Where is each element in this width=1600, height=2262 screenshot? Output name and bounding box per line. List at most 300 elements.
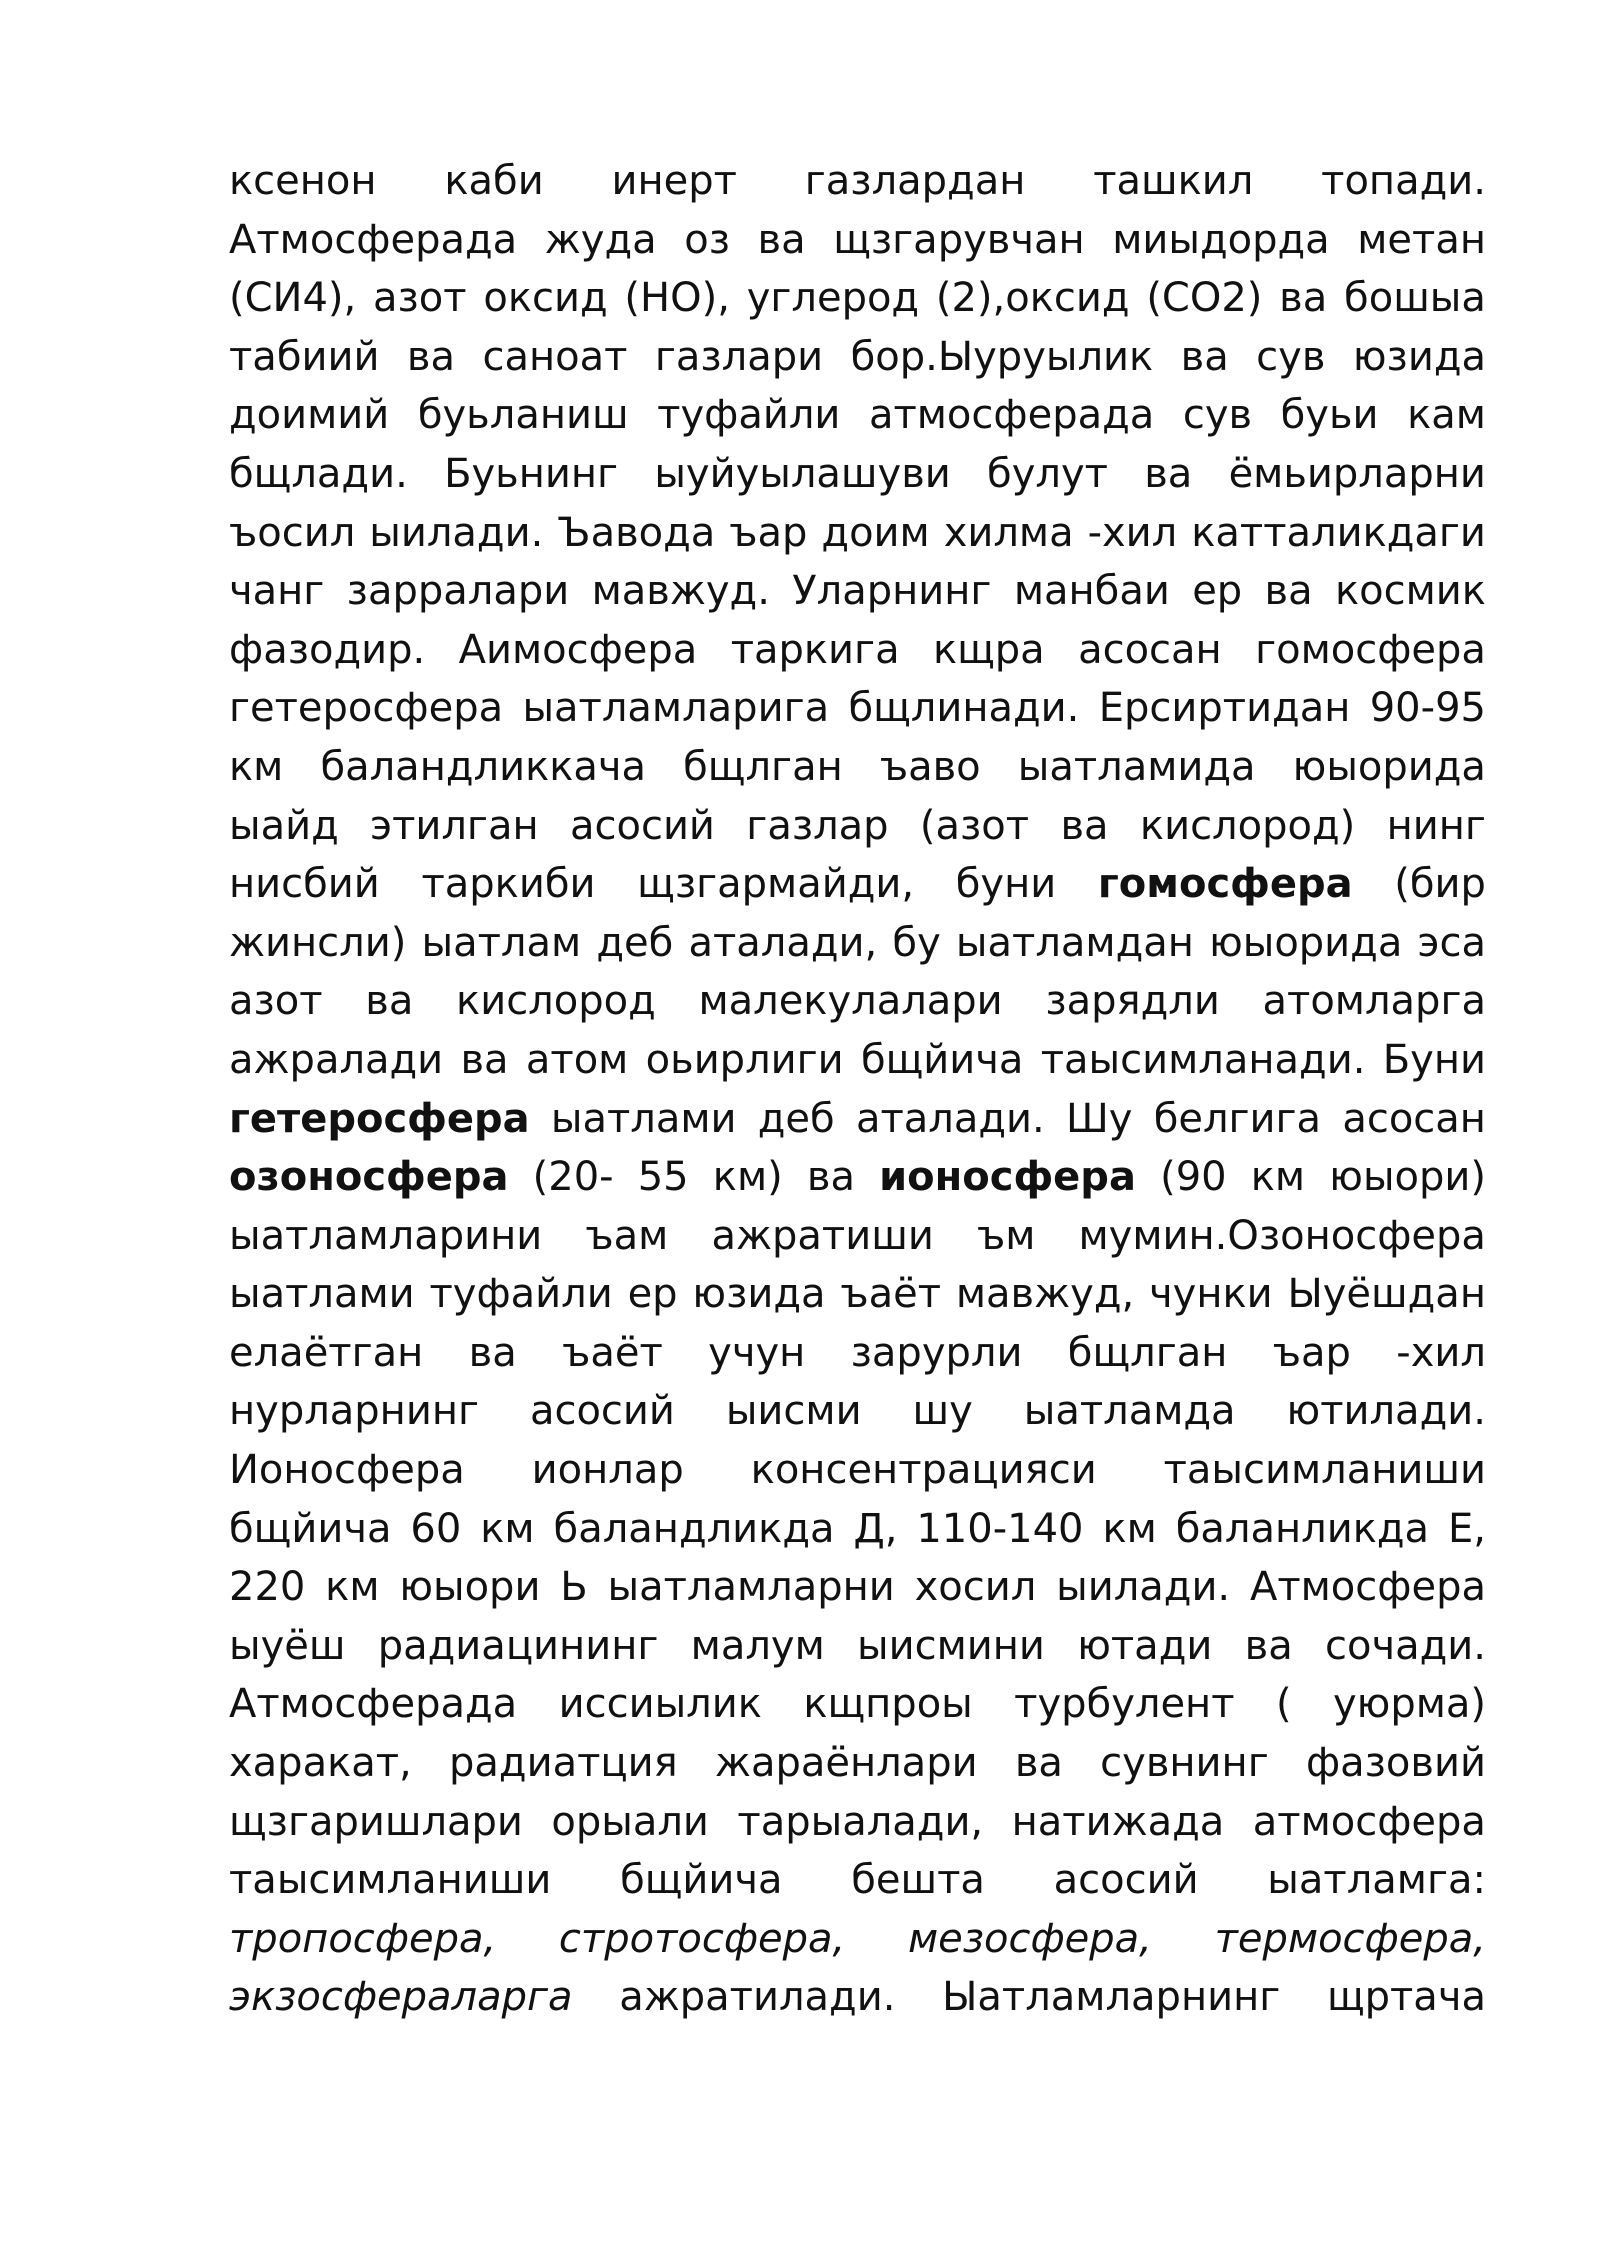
word: [637, 855, 914, 914]
word-part: иссиылик: [558, 1681, 762, 1728]
text-line: [229, 445, 1486, 504]
word: [851, 1851, 985, 1910]
word: [1245, 1617, 1293, 1676]
word-part: экзосфераларга: [229, 1974, 573, 2021]
word-part: атмосфера: [1252, 1798, 1486, 1845]
word: [1154, 1090, 1321, 1149]
word-part: бу: [892, 919, 941, 966]
text-line-layout: [229, 1382, 1486, 1441]
word: [469, 1324, 517, 1383]
word: [624, 269, 730, 328]
word: [1191, 504, 1486, 563]
word-part: Ионосфера: [229, 1447, 465, 1494]
word: [646, 1031, 844, 1090]
word: [1056, 1558, 1230, 1617]
word-part: туфайли: [657, 392, 841, 439]
word: [691, 1617, 825, 1676]
word-part: ва: [806, 1154, 855, 1201]
word-part: ва: [1264, 568, 1313, 615]
text-line-layout: [229, 1265, 1486, 1324]
word: [229, 1382, 479, 1441]
word-part: ва: [1144, 450, 1193, 497]
word-part: газлари: [654, 333, 824, 380]
word-part: ыатламдан: [955, 919, 1194, 966]
word: [557, 504, 715, 563]
word: [1333, 1675, 1486, 1734]
word: [522, 679, 829, 738]
text-line: [229, 738, 1486, 797]
word: [456, 972, 656, 1031]
word: [483, 269, 607, 328]
text-line: [229, 1734, 1486, 1793]
word-part: ва: [1180, 333, 1229, 380]
word-part: Е,: [1447, 1505, 1486, 1552]
word-part: оз: [684, 216, 730, 263]
word: [229, 1207, 542, 1266]
text-line-layout: [229, 1851, 1486, 1910]
word-part: доим: [821, 509, 930, 556]
word: [805, 152, 1026, 211]
word-part: бор.Ыуруылик: [850, 333, 1154, 380]
word-part: белгига: [1153, 1095, 1322, 1142]
word-part: таысимланади.: [1040, 1036, 1366, 1083]
word: [551, 1793, 709, 1852]
text-line: [229, 1324, 1486, 1383]
word-part: ва: [468, 1329, 517, 1376]
word-part: кислород): [1139, 802, 1356, 849]
word: [585, 1207, 668, 1266]
word: [229, 211, 517, 270]
word-part: зарралари: [346, 568, 570, 615]
text-line-layout: [229, 1031, 1486, 1090]
word-part: ъар: [1272, 1329, 1351, 1376]
word: [229, 386, 389, 445]
word-part: асосий: [1053, 1857, 1199, 1904]
word: [731, 621, 900, 680]
word-part: щзгаришлари: [229, 1798, 523, 1845]
word: [619, 1968, 895, 2027]
word: [833, 211, 1084, 270]
word: [933, 621, 1045, 680]
word-part: туфайли: [429, 1271, 613, 1318]
word: [562, 1324, 663, 1383]
word-part: км: [1102, 1505, 1157, 1552]
word: [1077, 1617, 1212, 1676]
word: [1448, 1500, 1486, 1559]
word: [229, 562, 324, 621]
word: [1325, 1617, 1486, 1676]
word: [1256, 328, 1325, 387]
word: [229, 1968, 573, 2027]
word: [559, 1675, 762, 1734]
word-part: Буни: [1382, 1036, 1486, 1083]
word: [1251, 1148, 1305, 1207]
text-line: [229, 1558, 1486, 1617]
text-line: [229, 972, 1486, 1031]
word: [654, 445, 950, 504]
text-line-layout: [229, 328, 1486, 387]
word: [229, 1441, 465, 1500]
word-part: хосил: [914, 1564, 1037, 1611]
word-part: манбаи: [1013, 568, 1170, 615]
word: [713, 1148, 783, 1207]
text-line-layout: [229, 1793, 1486, 1852]
word-part: бщйича: [620, 1857, 783, 1904]
word-part: бщлган: [1067, 1329, 1228, 1376]
word-part: этилган: [370, 802, 539, 849]
word-part: ажралади: [229, 1036, 444, 1083]
word-part: гомосфера: [1097, 861, 1353, 908]
word: [711, 1207, 933, 1266]
word-part: малекулалари: [698, 978, 1003, 1025]
word: [559, 1910, 845, 1969]
word-part: (азот: [919, 802, 1030, 849]
word: [853, 1500, 897, 1559]
word-part: (СО2): [1146, 275, 1263, 322]
word: [851, 1324, 1023, 1383]
text-line: [229, 386, 1486, 445]
word-part: топади.: [1321, 158, 1486, 204]
text-line: [229, 269, 1486, 328]
word: [1396, 1324, 1486, 1383]
word-part: ыатламларига: [522, 685, 830, 732]
word: [1250, 1558, 1486, 1617]
word-part: каби: [444, 158, 544, 204]
word: [821, 504, 929, 563]
word: [229, 972, 323, 1031]
word-part: буьи: [1280, 392, 1379, 439]
word-part: ва: [1014, 1740, 1063, 1787]
word: [628, 1265, 678, 1324]
word-part: аталади,: [688, 919, 878, 966]
word-part: 220: [229, 1564, 306, 1611]
word-part: юзида: [692, 1271, 826, 1318]
word-part: ыатламларини: [229, 1212, 543, 1259]
word-part: Атмосферада: [229, 1681, 518, 1728]
word-part: инерт: [611, 158, 737, 204]
word: [229, 1910, 496, 1969]
text-line-layout: [229, 1207, 1486, 1266]
word-part: щзгарувчан: [833, 216, 1085, 263]
text-line-layout: [229, 445, 1486, 504]
word: [1255, 621, 1486, 680]
word-part: (90: [1160, 1154, 1227, 1201]
word-part: (СИ4),: [229, 275, 357, 322]
word-part: бешта: [851, 1857, 985, 1904]
word-part: ва: [460, 1036, 509, 1083]
text-line: [229, 914, 1486, 973]
word-part: кислород: [456, 978, 656, 1025]
text-line-layout: [229, 1734, 1486, 1793]
word: [848, 679, 1079, 738]
word: [1160, 1148, 1227, 1207]
word-part: Атмосферада: [229, 216, 518, 263]
word: [803, 1675, 972, 1734]
word-part: щзгармайди,: [637, 861, 915, 908]
word: [1041, 1031, 1366, 1090]
word-part: жуда: [544, 216, 657, 263]
word-part: гетеросфера: [229, 685, 504, 732]
word: [861, 1031, 1023, 1090]
word-part: чунки: [1149, 1271, 1273, 1318]
word-part: кщра: [932, 626, 1045, 673]
word: [936, 269, 1130, 328]
word: [229, 269, 356, 328]
word-part: таркига: [730, 626, 900, 673]
word-part: орыали: [551, 1798, 709, 1845]
word: [592, 562, 770, 621]
word: [570, 797, 715, 856]
word-part: км): [712, 1154, 783, 1201]
word-part: учун: [708, 1329, 806, 1376]
text-line-layout: [229, 152, 1486, 211]
word-part: мумин.Озоносфера: [1078, 1212, 1486, 1259]
word: [1149, 1265, 1273, 1324]
word: [410, 1500, 461, 1559]
word-part: ёмьирларни: [1228, 450, 1486, 497]
word: [1112, 211, 1329, 270]
word: [1066, 1090, 1132, 1149]
word-part: мезосфера,: [907, 1915, 1152, 1962]
word: [1098, 855, 1353, 914]
word-part: Ыуёшдан: [1287, 1271, 1486, 1318]
word-part: гетеросфера: [229, 1095, 530, 1142]
word-part: ер: [1192, 568, 1243, 615]
word-part: Ъавода: [557, 509, 716, 556]
word-part: доимий: [229, 392, 390, 439]
word-part: ыисми: [725, 1388, 862, 1435]
word: [1265, 562, 1313, 621]
word-part: ва: [1244, 1622, 1293, 1669]
word: [229, 1090, 530, 1149]
word: [460, 1031, 508, 1090]
text-line: [229, 1265, 1486, 1324]
word-part: чанг: [229, 568, 325, 615]
word-part: бщлинади.: [848, 685, 1080, 732]
word: [1102, 1500, 1156, 1559]
word: [1287, 1265, 1486, 1324]
word: [1267, 1851, 1486, 1910]
word-part: ъм: [976, 1212, 1036, 1259]
word-part: -хил: [1087, 509, 1178, 556]
word: [758, 211, 806, 270]
word: [407, 328, 455, 387]
word: [1078, 621, 1222, 680]
word-part: баландликда: [553, 1505, 835, 1552]
word-part: оксид: [483, 275, 608, 322]
word-part: баланликда: [1175, 1505, 1430, 1552]
word: [657, 386, 840, 445]
word: [792, 562, 991, 621]
word: [378, 1617, 659, 1676]
word-part: Д,: [853, 1505, 898, 1552]
word-part: бщлган: [683, 743, 843, 790]
word: [459, 621, 698, 680]
word: [1383, 1031, 1486, 1090]
word-part: ва: [1060, 802, 1109, 849]
word-part: Аимосфера: [458, 626, 698, 673]
word: [708, 1324, 805, 1383]
word-part: ионлар: [531, 1447, 684, 1494]
word: [851, 328, 1154, 387]
word-part: миыдорда: [1112, 216, 1330, 263]
word: [692, 1265, 825, 1324]
word-part: нисбий: [229, 861, 380, 908]
word-part: ва: [1279, 275, 1328, 322]
word: [1060, 797, 1108, 856]
word: [229, 152, 377, 211]
word-part: юыорида: [1209, 919, 1403, 966]
word: [444, 445, 618, 504]
word-part: тропосфера,: [229, 1915, 497, 1962]
word-part: км: [1250, 1154, 1306, 1201]
word: [1018, 738, 1256, 797]
text-line: [229, 562, 1486, 621]
word-part: ыисмини: [857, 1622, 1045, 1669]
word: [373, 269, 467, 328]
word-part: ажратиши: [711, 1212, 934, 1259]
word: [347, 562, 570, 621]
word-part: км: [325, 1564, 380, 1611]
word-part: метан: [1357, 216, 1486, 263]
word: [229, 855, 380, 914]
word: [1215, 1910, 1486, 1969]
word: [737, 1793, 983, 1852]
word: [369, 504, 543, 563]
word-part: табиий: [229, 333, 380, 380]
text-line: [229, 1617, 1486, 1676]
word: [1209, 914, 1402, 973]
word: [942, 1968, 1280, 2027]
word: [1327, 1968, 1486, 2027]
word: [1100, 1734, 1269, 1793]
word: [715, 1734, 978, 1793]
word-part: зарурли: [850, 1329, 1023, 1376]
word: [880, 738, 981, 797]
word: [422, 914, 582, 973]
word: [612, 152, 737, 211]
word-part: юыори): [1329, 1154, 1486, 1201]
word: [729, 504, 807, 563]
word: [229, 1734, 412, 1793]
text-line: [229, 211, 1486, 270]
word: [229, 445, 408, 504]
text-line: [229, 1441, 1486, 1500]
word-part: стротосфера,: [558, 1915, 846, 1962]
word-part: бщйича: [229, 1505, 392, 1552]
word-part: ъосил: [229, 509, 356, 556]
word: [655, 328, 823, 387]
word-part: ъаёт: [840, 1271, 942, 1318]
word: [545, 211, 657, 270]
word-part: баландликкача: [320, 743, 647, 790]
word-part: ыилади.: [1056, 1564, 1231, 1611]
word: [320, 738, 646, 797]
word-part: харакат,: [229, 1740, 412, 1787]
word: [1281, 386, 1379, 445]
text-line: [229, 152, 1486, 211]
word-part: Буьнинг: [444, 450, 619, 497]
text-line-layout: [229, 1090, 1486, 1149]
word: [1014, 562, 1170, 621]
word: [1146, 269, 1262, 328]
word: [418, 386, 629, 445]
text-line: [229, 328, 1486, 387]
word-part: Атмосфера: [1249, 1564, 1486, 1611]
word-part: озоносфера: [229, 1154, 509, 1201]
word: [1387, 797, 1486, 856]
word-part: космик: [1335, 568, 1486, 615]
word: [1012, 1793, 1225, 1852]
word: [915, 1558, 1037, 1617]
word-part: Ь: [560, 1564, 588, 1611]
word-part: малум: [690, 1622, 825, 1669]
word-part: мавжуд,: [955, 1271, 1135, 1318]
word: [229, 504, 355, 563]
word-part: натижада: [1011, 1798, 1225, 1845]
word-part: фазодир.: [229, 626, 426, 673]
word-part: азот: [373, 275, 467, 322]
word: [1344, 269, 1486, 328]
word: [229, 1675, 517, 1734]
word: [1253, 1793, 1486, 1852]
word: [482, 328, 627, 387]
word-part: таысимланиши: [1163, 1447, 1486, 1494]
word: [229, 1324, 423, 1383]
word: [1276, 1675, 1292, 1734]
text-line: [229, 1090, 1486, 1149]
word-part: атмосферада: [868, 392, 1155, 439]
word: [1181, 328, 1229, 387]
word-part: ва: [757, 216, 806, 263]
word-part: ъам: [585, 1212, 669, 1259]
word-part: Шу: [1065, 1095, 1133, 1142]
word: [746, 797, 888, 856]
word: [683, 738, 843, 797]
word-part: км: [480, 1505, 535, 1552]
word: [551, 1090, 737, 1149]
word: [1079, 1207, 1486, 1266]
word-part: (бир: [1394, 861, 1486, 908]
word-part: фазовий: [1305, 1740, 1486, 1787]
word-part: ыатлам: [421, 919, 582, 966]
word-part: ер: [627, 1271, 678, 1318]
word-part: таысимланиши: [229, 1857, 552, 1904]
word: [944, 504, 1074, 563]
word: [229, 1500, 391, 1559]
text-line: [229, 1382, 1486, 1441]
word-part: -хил: [1396, 1329, 1486, 1376]
word-part: тарыалади,: [737, 1798, 984, 1845]
word-part: ташкил: [1093, 158, 1254, 204]
word: [892, 914, 940, 973]
word-part: (НО),: [624, 275, 730, 322]
word: [869, 386, 1154, 445]
text-line-layout: [229, 504, 1486, 563]
word: [229, 738, 283, 797]
word: [1418, 914, 1486, 973]
word-part: (20-: [532, 1154, 614, 1201]
word: [1045, 972, 1219, 1031]
word-part: юыори: [399, 1564, 541, 1611]
word: [913, 1382, 973, 1441]
word-part: аталади.: [855, 1095, 1045, 1142]
word: [1099, 679, 1351, 738]
word-part: ъаёт: [562, 1329, 663, 1376]
word: [758, 1090, 835, 1149]
word-part: ионосфера: [879, 1154, 1136, 1201]
word-part: щртача: [1326, 1974, 1486, 2021]
